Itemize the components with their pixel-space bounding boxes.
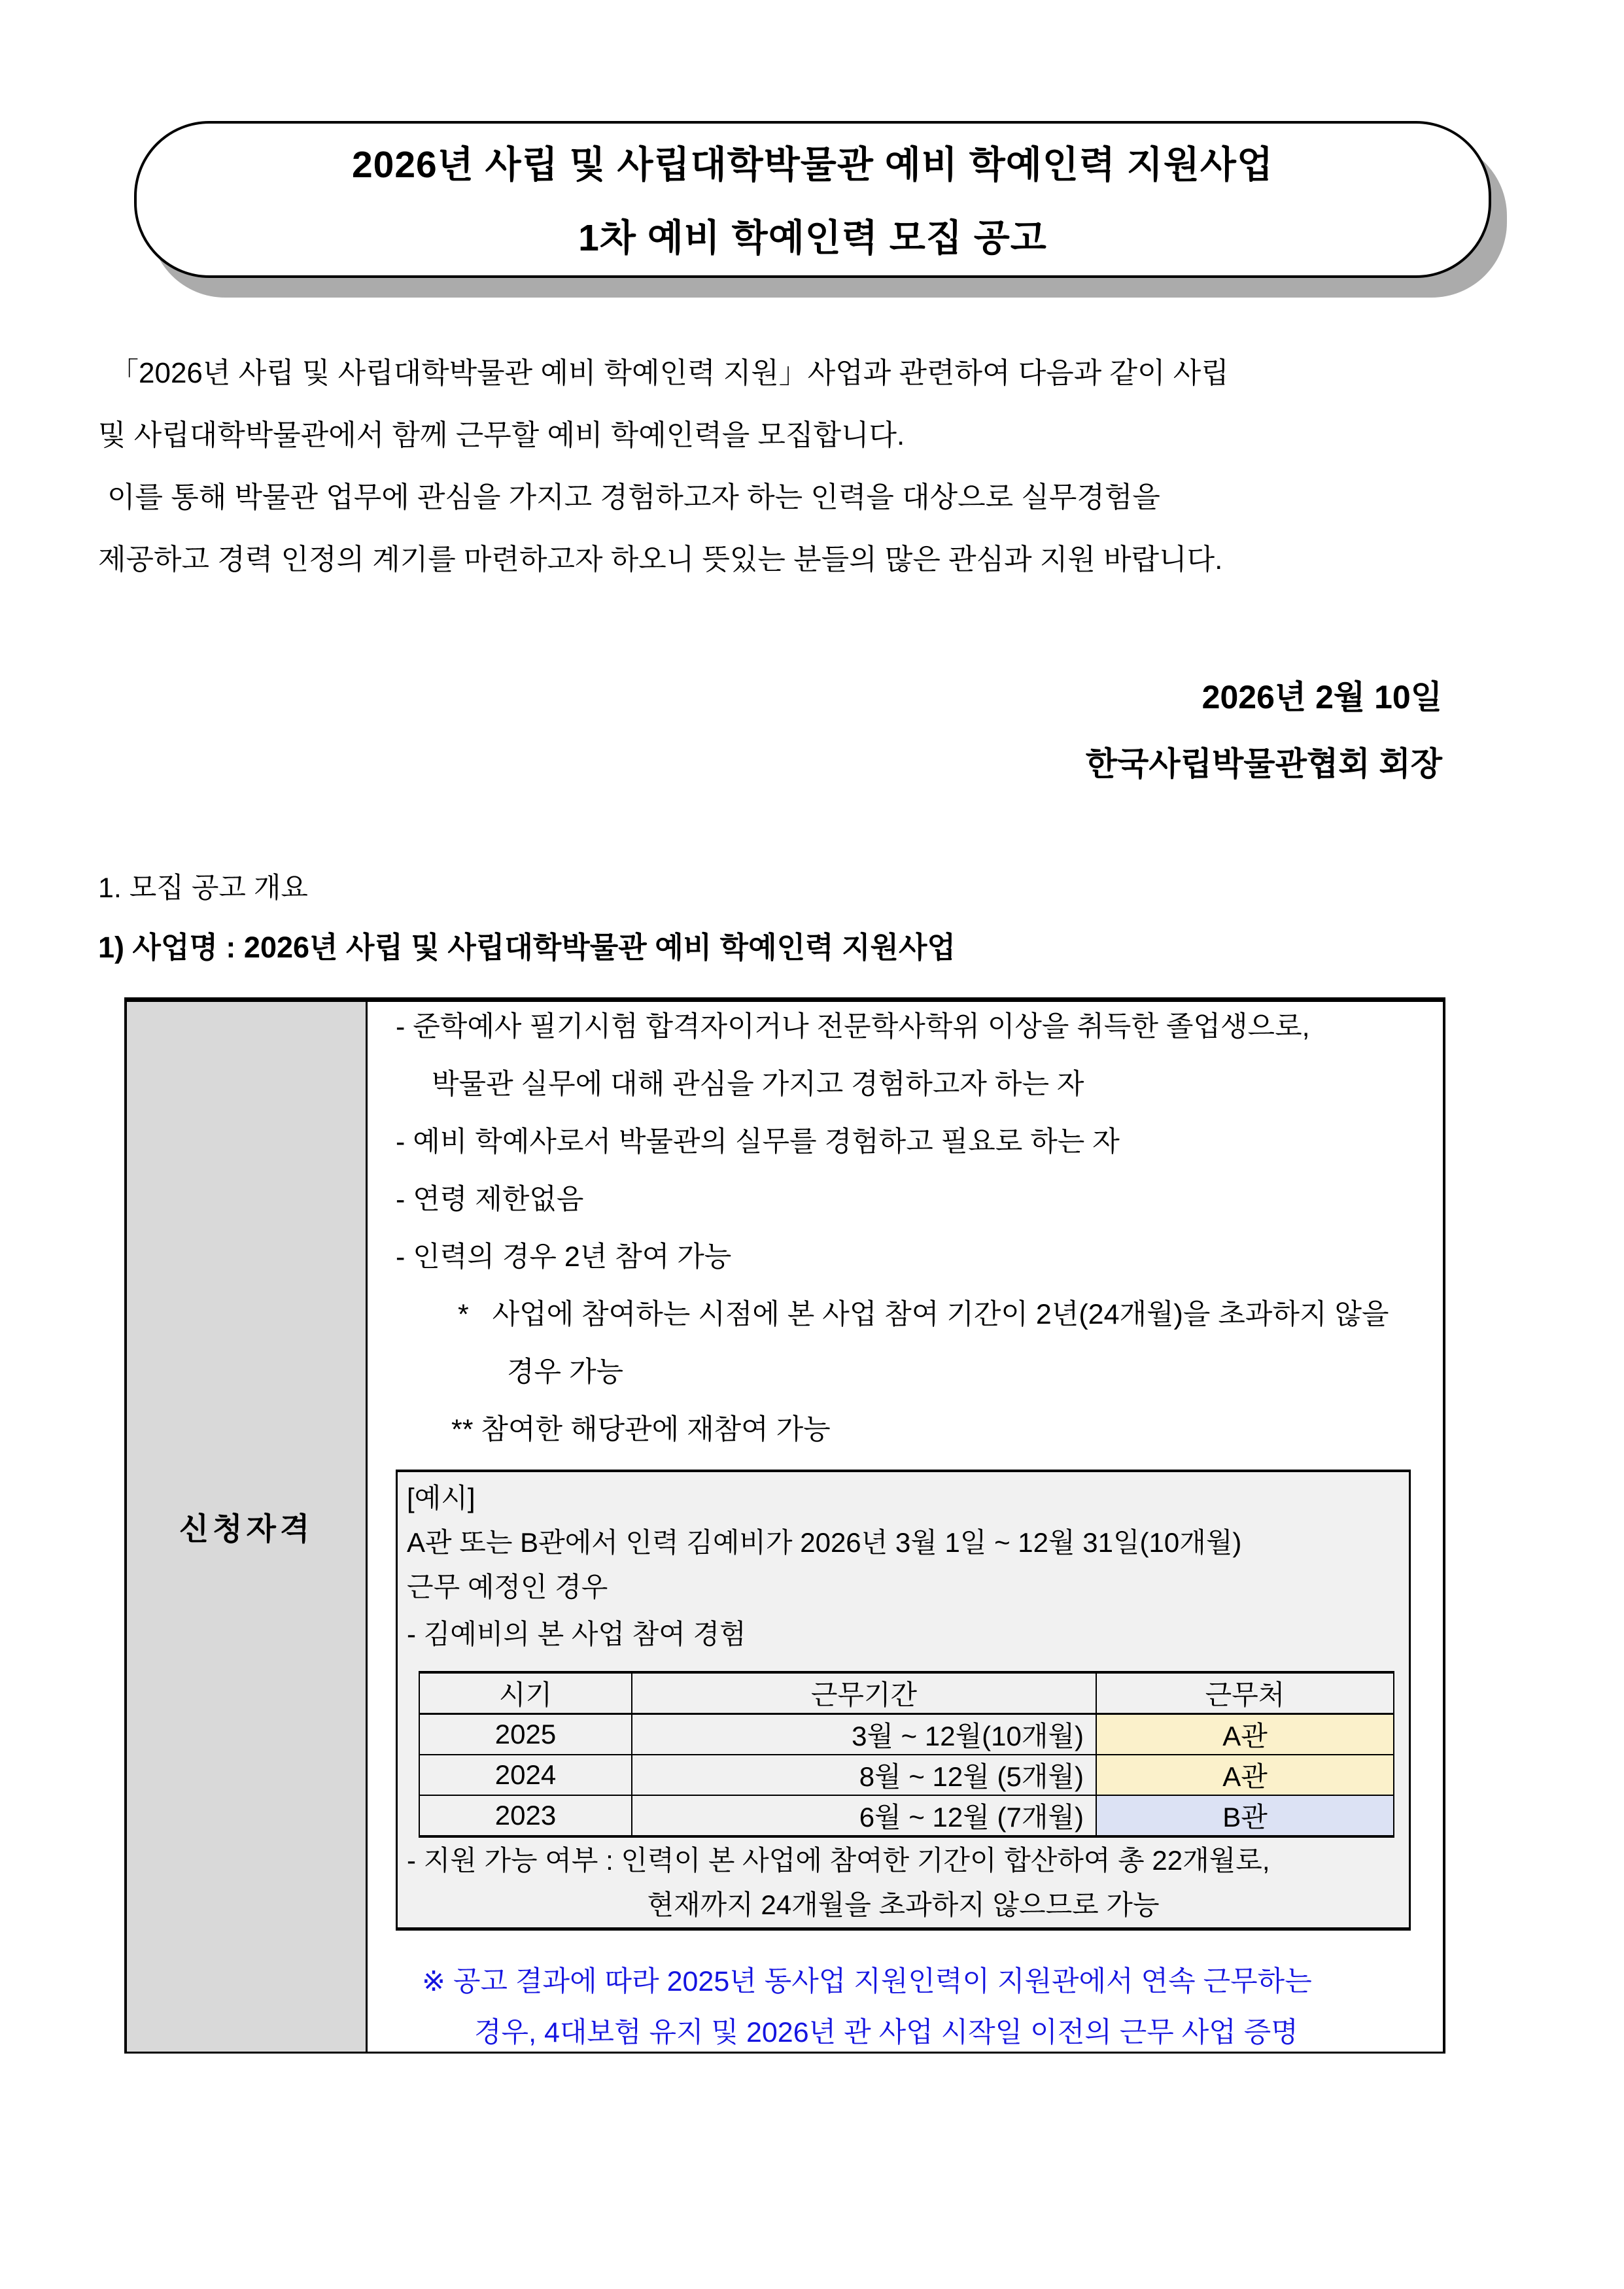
cell-period: 8월 ~ 12월 (5개월) [632,1755,1096,1795]
table-row [419,1755,1394,1795]
work-history-table [419,1671,1394,1838]
intro-paragraph1-line1: 「2026년 사립 및 사립대학박물관 예비 학예인력 지원」사업과 관련하여 다음과 같이 사립 [110,357,1229,389]
col-header-work-period: 근무기간 [632,1672,1096,1714]
intro-paragraph2-line1: 이를 통해 박물관 업무에 관심을 가지고 경험하고자 하는 인력을 대상으로 실무경험을 [107,481,1160,513]
col-header-workplace: 근무처 [1096,1672,1394,1714]
note-line1: ※ 공고 결과에 따라 2025년 동사업 지원인력이 지원관에서 연속 근무하는 [422,1966,1312,1997]
table-header-row [419,1672,1394,1714]
qualification-label-cell [127,1002,368,2052]
col-header-period-year: 시기 [419,1672,632,1714]
section-heading: 1. 모집 공고 개요 [98,872,308,904]
cell-period: 3월 ~ 12월(10개월) [632,1714,1096,1755]
announcement-date: 2026년 2월 10일 [1201,679,1442,715]
qualification-bullet: - 인력의 경우 2년 참여 가능 [396,1241,732,1273]
qualification-subnote: * 사업에 참여하는 시점에 본 사업 참여 기간이 2년(24개월)을 초과하지 않을 [458,1299,1389,1330]
cell-year: 2025 [419,1714,632,1755]
qualification-bullet: - 연령 제한없음 [396,1184,584,1215]
example-line3: - 김예비의 본 사업 참여 경험 [407,1619,746,1649]
qualification-subnote-cont: 경우 가능 [507,1356,624,1388]
example-tag: [예시] [407,1483,475,1513]
qualification-subnote2: ** 참여한 해당관에 재참여 가능 [451,1414,831,1445]
qualification-bullet: 박물관 실무에 대해 관심을 가지고 경험하고자 하는 자 [432,1069,1084,1100]
cell-workplace: B관 [1096,1795,1394,1836]
cell-workplace: A관 [1096,1755,1394,1795]
intro-paragraph1-line2: 및 사립대학박물관에서 함께 근무할 예비 학예인력을 모집합니다. [98,419,905,451]
intro-paragraph2-line2: 제공하고 경력 인정의 계기를 마련하고자 하오니 뜻있는 분들의 많은 관심과 지원 바랍니다. [98,543,1223,576]
section-item-project-name: 1) 사업명 : 2026년 사립 및 사립대학박물관 예비 학예인력 지원사업 [98,931,956,964]
cell-year: 2024 [419,1755,632,1795]
example-result-line2: 현재까지 24개월을 초과하지 않으므로 가능 [647,1889,1160,1920]
table-row [419,1714,1394,1755]
organization-signature: 한국사립박물관협회 회장 [1085,746,1442,782]
example-result-line1: - 지원 가능 여부 : 인력이 본 사업에 참여한 기간이 합산하여 총 22개월로, [407,1845,1270,1876]
example-line1: A관 또는 B관에서 인력 김예비가 2026년 3월 1일 ~ 12월 31일(10개월) [407,1527,1242,1558]
document-title-line2: 1차 예비 학예인력 모집 공고 [578,217,1047,259]
qualification-bullet: - 예비 학예사로서 박물관의 실무를 경험하고 필요로 하는 자 [396,1126,1120,1158]
cell-workplace: A관 [1096,1714,1394,1755]
table-row [419,1795,1394,1836]
note-line2: 경우, 4대보험 유지 및 2026년 관 사업 시작일 이전의 근무 사업 증명 [474,2017,1298,2048]
qualification-bullet: - 준학예사 필기시험 합격자이거나 전문학사학위 이상을 취득한 졸업생으로, [396,1011,1310,1042]
example-line2: 근무 예정인 경우 [407,1572,608,1602]
title-box [134,121,1491,278]
cell-year: 2023 [419,1795,632,1836]
qualification-label: 신청자격 [179,1511,314,1546]
document-title-line1: 2026년 사립 및 사립대학박물관 예비 학예인력 지원사업 [351,144,1274,186]
cell-period: 6월 ~ 12월 (7개월) [632,1795,1096,1836]
